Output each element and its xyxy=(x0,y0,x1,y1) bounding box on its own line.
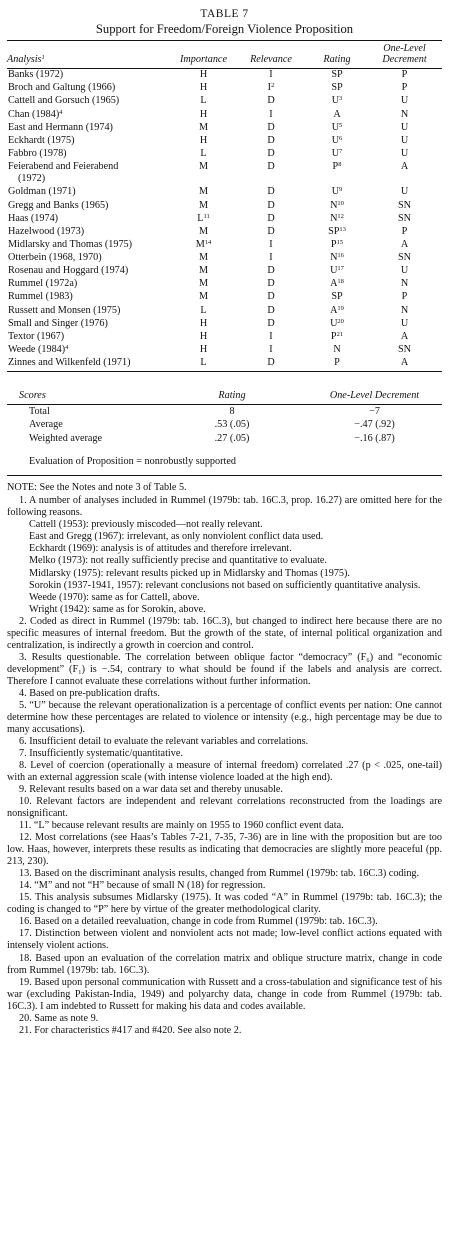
table-row xyxy=(7,161,442,186)
scores-row xyxy=(7,405,442,419)
table-subtitle: Support for Freedom/Foreign Violence Proposition xyxy=(95,22,354,37)
rating-cell: $P^8$ xyxy=(332,161,342,173)
col-header-importance: Importance xyxy=(180,53,227,65)
analysis-cell: East and Hermann (1974) xyxy=(8,121,113,133)
note-4: 4. Based on pre-publication drafts. xyxy=(19,687,160,699)
analysis-cell: Rummel (1972a) xyxy=(8,278,78,290)
relevance-cell: D xyxy=(267,134,275,146)
relevance-cell: I xyxy=(269,108,273,120)
table-row xyxy=(7,278,442,291)
score-decrement: −.16 (.87) xyxy=(354,433,395,445)
table-row xyxy=(7,82,442,95)
table-row xyxy=(7,134,442,147)
decrement-cell: N xyxy=(400,108,409,120)
decrement-cell: SN xyxy=(397,344,412,356)
rating-cell: $U^7$ xyxy=(331,147,343,159)
relevance-cell: $I^2$ xyxy=(267,82,275,94)
rating-cell: $A^{18}$ xyxy=(330,278,344,290)
omitted-list xyxy=(7,519,442,615)
decrement-cell: A xyxy=(400,357,409,369)
relevance-cell: D xyxy=(267,291,275,303)
table-row xyxy=(7,95,442,108)
analysis-cell: Russett and Monsen (1975) xyxy=(8,304,121,316)
table-row xyxy=(7,265,442,278)
decrement-cell: U xyxy=(400,134,409,146)
rating-cell: P xyxy=(334,357,340,369)
importance-cell: H xyxy=(199,82,208,94)
importance-cell: M xyxy=(198,225,209,237)
score-decrement: −7 xyxy=(369,405,380,417)
rating-cell: $A^{19}$ xyxy=(330,304,344,316)
rating-cell: $U^5$ xyxy=(331,121,343,133)
importance-cell: H xyxy=(199,344,208,356)
table-row xyxy=(7,317,442,330)
decrement-cell: SN xyxy=(397,252,412,264)
col-header-decrement: One-Level Decrement xyxy=(382,43,427,65)
rating-cell: SP$^{13}$ xyxy=(328,225,346,237)
col-header-relevance: Relevance xyxy=(250,53,292,65)
table-row xyxy=(7,291,442,304)
relevance-cell: D xyxy=(267,199,275,211)
note-1: 1. A number of analyses included in Rummel (1979b: tab. 16C.3, prop. 16.27) are omitted here for the following reasons. xyxy=(7,495,442,519)
decrement-cell: U xyxy=(400,265,409,277)
analysis-cell: Fabbro (1978) xyxy=(8,147,67,159)
decrement-cell: U xyxy=(400,317,409,329)
importance-cell: M xyxy=(198,186,209,198)
decrement-cell: N xyxy=(400,278,409,290)
rating-cell: SP xyxy=(331,69,343,81)
importance-cell: $L^{11}$ xyxy=(197,212,210,224)
note-7: 7. Insufficiently systematic/quantitative. xyxy=(19,747,183,759)
relevance-cell: I xyxy=(269,238,273,250)
omitted-item: Cattell (1953): previously miscoded—not really relevant. xyxy=(29,519,263,531)
decrement-cell: P xyxy=(401,69,408,81)
table-row xyxy=(7,238,442,251)
relevance-cell: D xyxy=(267,95,275,107)
rating-cell: $P^{15}$ xyxy=(330,238,344,250)
decrement-cell: P xyxy=(401,291,408,303)
analysis-cell: Banks (1972) xyxy=(8,69,64,81)
relevance-cell: I xyxy=(269,252,273,264)
table-row xyxy=(7,344,442,357)
importance-cell: L xyxy=(200,357,207,369)
rating-cell: $U^6$ xyxy=(331,134,343,146)
importance-cell: M xyxy=(198,199,209,211)
table-row xyxy=(7,108,442,121)
relevance-cell: D xyxy=(267,121,275,133)
note-19: 19. Based upon personal communication with Russett and a cross-tabulation and significance test of his war (excluding Pakistan-India, 1949) and polyarchy data, change in code from Rummel (1979b: tab. 16C.3). I am indebted to Russett for making his data and codes available. xyxy=(7,976,442,1012)
decrement-cell: U xyxy=(400,121,409,133)
omitted-item: Midlarsky (1975): relevant results picked up in Midlarsky and Thomas (1975). xyxy=(29,567,350,579)
analysis-cell: Goldman (1971) xyxy=(8,186,76,198)
scores-body xyxy=(7,405,442,447)
table-row xyxy=(7,199,442,212)
table-row xyxy=(7,304,442,317)
analysis-table xyxy=(7,41,442,371)
rating-cell: $U^3$ xyxy=(331,95,343,107)
analysis-cell: Midlarsky and Thomas (1975) xyxy=(8,238,133,250)
note-18: 18. Based upon an evaluation of the correlation matrix and oblique structure matrix, change in code from Rummel (1979b: tab. 16C.3). xyxy=(7,952,442,976)
omitted-item: Wright (1942): same as for Sorokin, above. xyxy=(29,603,206,615)
rating-cell: $U^9$ xyxy=(331,186,343,198)
note-10: 10. Relevant factors are independent and relevant correlations reconstructed from the loadings are nonsignificant. xyxy=(7,796,442,820)
note-6: 6. Insufficient detail to evaluate the relevant variables and correlations. xyxy=(19,735,309,747)
analysis-cell: Feierabend and Feierabend (1972) xyxy=(8,161,119,185)
rating-cell: $P^{21}$ xyxy=(330,330,344,342)
relevance-cell: D xyxy=(267,186,275,198)
analysis-cell: Haas (1974) xyxy=(8,212,59,224)
table-row xyxy=(7,121,442,134)
relevance-cell: D xyxy=(267,147,275,159)
relevance-cell: D xyxy=(267,317,275,329)
importance-cell: H xyxy=(199,330,208,342)
decrement-cell: P xyxy=(401,82,408,94)
analysis-cell: Small and Singer (1976) xyxy=(8,317,108,329)
table-row xyxy=(7,225,442,238)
analysis-cell: Rosenau and Hoggard (1974) xyxy=(8,265,129,277)
relevance-cell: D xyxy=(267,212,275,224)
score-rating: .53 (.05) xyxy=(214,419,250,431)
evaluation-text: Evaluation of Proposition = nonrobustly supported xyxy=(29,456,236,468)
scores-rating-header: Rating xyxy=(218,390,246,402)
table-row xyxy=(7,330,442,343)
omitted-item: Melko (1973): not really sufficiently precise and quantitative to evaluate. xyxy=(29,555,327,567)
table-row xyxy=(7,357,442,372)
relevance-cell: I xyxy=(269,344,273,356)
decrement-cell: N xyxy=(400,304,409,316)
importance-cell: M xyxy=(198,252,209,264)
note-11: 11. “L” because relevant results are mainly on 1955 to 1960 conflict event data. xyxy=(19,820,344,832)
notes-section xyxy=(7,482,442,1036)
col-header-analysis: Analysis$^1$ xyxy=(7,53,45,65)
notes-rule xyxy=(7,475,442,476)
omitted-item: Sorokin (1937-1941, 1957): relevant conclusions not based on sufficiently quantitative analysis. xyxy=(29,579,421,591)
rating-cell: SP xyxy=(331,82,343,94)
table-row xyxy=(7,252,442,265)
note-15: 15. This analysis subsumes Midlarsky (1975). It was coded “A” in Rummel (1979b: tab. 16C.3); the coding is changed to “P” here by virtue of the greater methodological clarity. xyxy=(7,892,442,916)
scores-header-row xyxy=(7,390,442,403)
relevance-cell: D xyxy=(267,357,275,369)
omitted-item: Eckhardt (1969): analysis is of attitudes and therefore irrelevant. xyxy=(29,543,292,555)
relevance-cell: I xyxy=(269,330,273,342)
relevance-cell: D xyxy=(267,278,275,290)
score-label: Total xyxy=(29,405,50,417)
importance-cell: M xyxy=(198,121,209,133)
relevance-cell: D xyxy=(267,225,275,237)
analysis-cell: Chan $(1984)^4$ xyxy=(8,108,63,120)
scores-row xyxy=(7,418,442,432)
table-bottom-rule xyxy=(7,371,442,372)
rating-cell: $U^{17}$ xyxy=(330,265,344,277)
rating-cell: $N^{10}$ xyxy=(330,199,344,211)
header-row xyxy=(7,41,442,67)
note-5: 5. “U” because the relevant operationalization is a percentage of conflict events per nation: One cannot determine how these percentages are related to violence or intensity (e.g., high percentage may be due to many accusations). xyxy=(7,699,442,735)
decrement-cell: A xyxy=(400,238,409,250)
decrement-cell: SN xyxy=(397,212,412,224)
omitted-item: Weede (1970): same as for Cattell, above. xyxy=(29,591,200,603)
note-17: 17. Distinction between violent and nonviolent acts not made; low-level conflict actions equated with intensely violent actions. xyxy=(7,928,442,952)
decrement-cell: U xyxy=(400,95,409,107)
note-20: 20. Same as note 9. xyxy=(19,1012,99,1024)
table-row xyxy=(7,212,442,225)
omitted-item: East and Gregg (1967): irrelevant, as only nonviolent conflict data used. xyxy=(29,531,324,543)
table-row xyxy=(7,186,442,199)
importance-cell: L xyxy=(200,147,207,159)
note-21: 21. For characteristics #417 and #420. See also note 2. xyxy=(19,1024,242,1036)
analysis-cell: Cattell and Gorsuch (1965) xyxy=(8,95,120,107)
table-body xyxy=(7,69,442,372)
note-14: 14. “M” and not “H” because of small N (18) for regression. xyxy=(19,880,266,892)
score-rating: .27 (.05) xyxy=(214,433,250,445)
importance-cell: M xyxy=(198,161,209,173)
note-3: 3. Results questionable. The correlation between oblique factor “democracy” (F₆) and “economic development” (F₁) is −.54, contrary to what should be found if the labels and analysis are correct. Therefore I cannot evaluate these correlations without further information. xyxy=(7,651,442,687)
analysis-cell: Eckhardt (1975) xyxy=(8,134,75,146)
relevance-cell: D xyxy=(267,265,275,277)
note-13: 13. Based on the discriminant analysis results, changed from Rummel (1979b: tab. 16C.3) coding. xyxy=(19,868,420,880)
rating-cell: $N^{16}$ xyxy=(330,252,344,264)
table-row xyxy=(7,147,442,160)
note-2: 2. Coded as direct in Rummel (1979b: tab. 16C.3), but changed to indirect here because there are no specific measures of internal freedom. But the growth of the state, of internal political organization and centralization, is indirectly a growth in coercion and control. xyxy=(7,615,442,651)
relevance-cell: D xyxy=(267,161,275,173)
score-rating: 8 xyxy=(229,405,235,417)
score-label: Weighted average xyxy=(29,433,102,445)
rating-cell: SP xyxy=(331,291,343,303)
rating-cell: $U^{20}$ xyxy=(330,317,344,329)
importance-cell: $M^{14}$ xyxy=(195,238,212,250)
note-intro: NOTE: See the Notes and note 3 of Table 5. xyxy=(7,482,187,494)
importance-cell: L xyxy=(200,304,207,316)
relevance-cell: I xyxy=(269,69,273,81)
decrement-cell: U xyxy=(400,186,409,198)
analysis-cell: Textor (1967) xyxy=(8,330,65,342)
scores-decrement-header: One-Level Decrement xyxy=(329,390,420,402)
analysis-cell: Otterbein (1968, 1970) xyxy=(8,252,102,264)
scores-header: Scores xyxy=(19,390,46,402)
importance-cell: H xyxy=(199,317,208,329)
scores-table xyxy=(7,390,442,446)
note-12: 12. Most correlations (see Haas’s Tables 7-21, 7-35, 7-36) are in line with the proposition but are too low. Haas, however, interprets these results as indicating that democracies are slightly more peaceful (pp. 213, 230). xyxy=(7,832,442,868)
importance-cell: M xyxy=(198,278,209,290)
score-decrement: −.47 (.92) xyxy=(354,419,395,431)
table-row xyxy=(7,69,442,82)
rating-cell: N xyxy=(333,344,341,356)
importance-cell: H xyxy=(199,134,208,146)
analysis-cell: Broch and Galtung (1966) xyxy=(8,82,116,94)
decrement-cell: A xyxy=(400,330,409,342)
rating-cell: A xyxy=(333,108,341,120)
note-9: 9. Relevant results based on a war data set and thereby unusable. xyxy=(19,784,283,796)
rating-cell: $N^{12}$ xyxy=(330,212,344,224)
note-8: 8. Level of coercion (operationally a measure of internal freedom) correlated .27 (p < .025, one-tail) with an external aggression scale (with intense violence loaded at the high end). xyxy=(7,760,442,784)
scores-row xyxy=(7,432,442,446)
decrement-cell: SN xyxy=(397,199,412,211)
table-title: TABLE 7 xyxy=(200,8,249,20)
importance-cell: M xyxy=(198,265,209,277)
analysis-cell: Hazelwood (1973) xyxy=(8,225,85,237)
note-16: 16. Based on a detailed reevaluation, change in code from Rummel (1979b: tab. 16C.3). xyxy=(19,916,378,928)
importance-cell: H xyxy=(199,108,208,120)
analysis-cell: Rummel (1983) xyxy=(8,291,73,303)
analysis-cell: Weede $(1984)^4$ xyxy=(8,344,69,356)
decrement-cell: P xyxy=(401,225,408,237)
importance-cell: L xyxy=(200,95,207,107)
decrement-cell: A xyxy=(400,161,409,173)
decrement-cell: U xyxy=(400,147,409,159)
analysis-cell: Gregg and Banks (1965) xyxy=(8,199,109,211)
importance-cell: H xyxy=(199,69,208,81)
score-label: Average xyxy=(29,419,63,431)
col-header-rating: Rating xyxy=(323,53,351,65)
importance-cell: M xyxy=(198,291,209,303)
analysis-cell: Zinnes and Wilkenfeld (1971) xyxy=(8,357,131,369)
relevance-cell: D xyxy=(267,304,275,316)
